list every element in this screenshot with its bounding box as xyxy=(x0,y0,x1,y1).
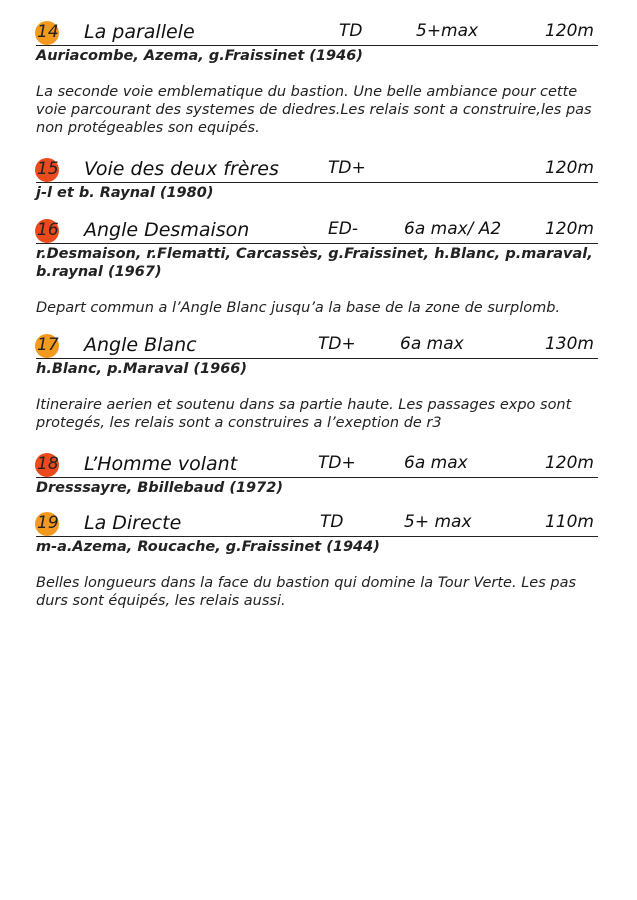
route-length: 110m xyxy=(544,512,594,532)
route-authors: m-a.Azema, Roucache, g.Fraissinet (1944) xyxy=(36,539,380,555)
route-difficulty: 6a max/ A2 xyxy=(404,219,502,239)
route-grade: TD xyxy=(320,512,344,532)
route-authors: h.Blanc, p.Maraval (1966) xyxy=(36,361,248,377)
route-16 xyxy=(36,216,598,317)
route-length: 120m xyxy=(544,453,594,473)
route-authors: Dresssayre, Bbillebaud (1972) xyxy=(36,480,283,496)
route-header xyxy=(36,331,598,359)
route-number: 18 xyxy=(37,454,59,474)
route-number: 17 xyxy=(37,335,59,355)
route-difficulty: 6a max xyxy=(400,334,464,354)
route-name: La parallele xyxy=(84,21,195,43)
route-grade: TD+ xyxy=(318,334,356,354)
route-difficulty: 5+max xyxy=(416,21,479,41)
route-description: Belles longueurs dans la face du bastion qui domine la Tour Verte. Les pas durs sont équipés, les relais aussi. xyxy=(36,575,577,609)
route-grade: TD xyxy=(339,21,363,41)
route-length: 120m xyxy=(544,21,594,41)
route-authors: j-l et b. Raynal (1980) xyxy=(36,185,214,201)
route-name: L’Homme volant xyxy=(84,453,238,475)
route-description: La seconde voie emblematique du bastion. Une belle ambiance pour cette voie parcourant des systemes de diedres.Les relais sont a construire,les pas non protégeables son equipés. xyxy=(36,84,592,136)
route-19 xyxy=(36,509,598,610)
route-length: 120m xyxy=(544,158,594,178)
route-header xyxy=(36,155,598,183)
route-grade: ED- xyxy=(328,219,358,239)
route-15 xyxy=(36,155,598,202)
route-length: 120m xyxy=(544,219,594,239)
route-14 xyxy=(36,18,598,137)
route-description: Itineraire aerien et soutenu dans sa partie haute. Les passages expo sont protegés, les relais sont a construires a l’exeption de r3 xyxy=(36,397,572,431)
route-number: 19 xyxy=(37,513,59,533)
route-number: 14 xyxy=(37,22,59,42)
route-grade: TD+ xyxy=(328,158,366,178)
route-list xyxy=(36,18,598,610)
route-authors: r.Desmaison, r.Flematti, Carcassès, g.Fraissinet, h.Blanc, p.maraval, b.raynal (1967) xyxy=(36,246,593,280)
route-description: Depart commun a l’Angle Blanc jusqu’a la base de la zone de surplomb. xyxy=(36,300,561,316)
route-name: Angle Blanc xyxy=(84,334,197,356)
route-number: 15 xyxy=(37,159,59,179)
route-number: 16 xyxy=(37,220,59,240)
route-header xyxy=(36,509,598,537)
route-difficulty: 6a max xyxy=(404,453,468,473)
route-header xyxy=(36,216,598,244)
route-name: La Directe xyxy=(84,512,182,534)
route-grade: TD+ xyxy=(318,453,356,473)
route-authors: Auriacombe, Azema, g.Fraissinet (1946) xyxy=(36,48,363,64)
route-17 xyxy=(36,331,598,432)
route-header xyxy=(36,18,598,46)
route-header xyxy=(36,450,598,478)
route-name: Voie des deux frères xyxy=(84,158,279,180)
route-length: 130m xyxy=(544,334,594,354)
route-difficulty: 5+ max xyxy=(404,512,472,532)
route-18 xyxy=(36,450,598,497)
route-name: Angle Desmaison xyxy=(84,219,250,241)
